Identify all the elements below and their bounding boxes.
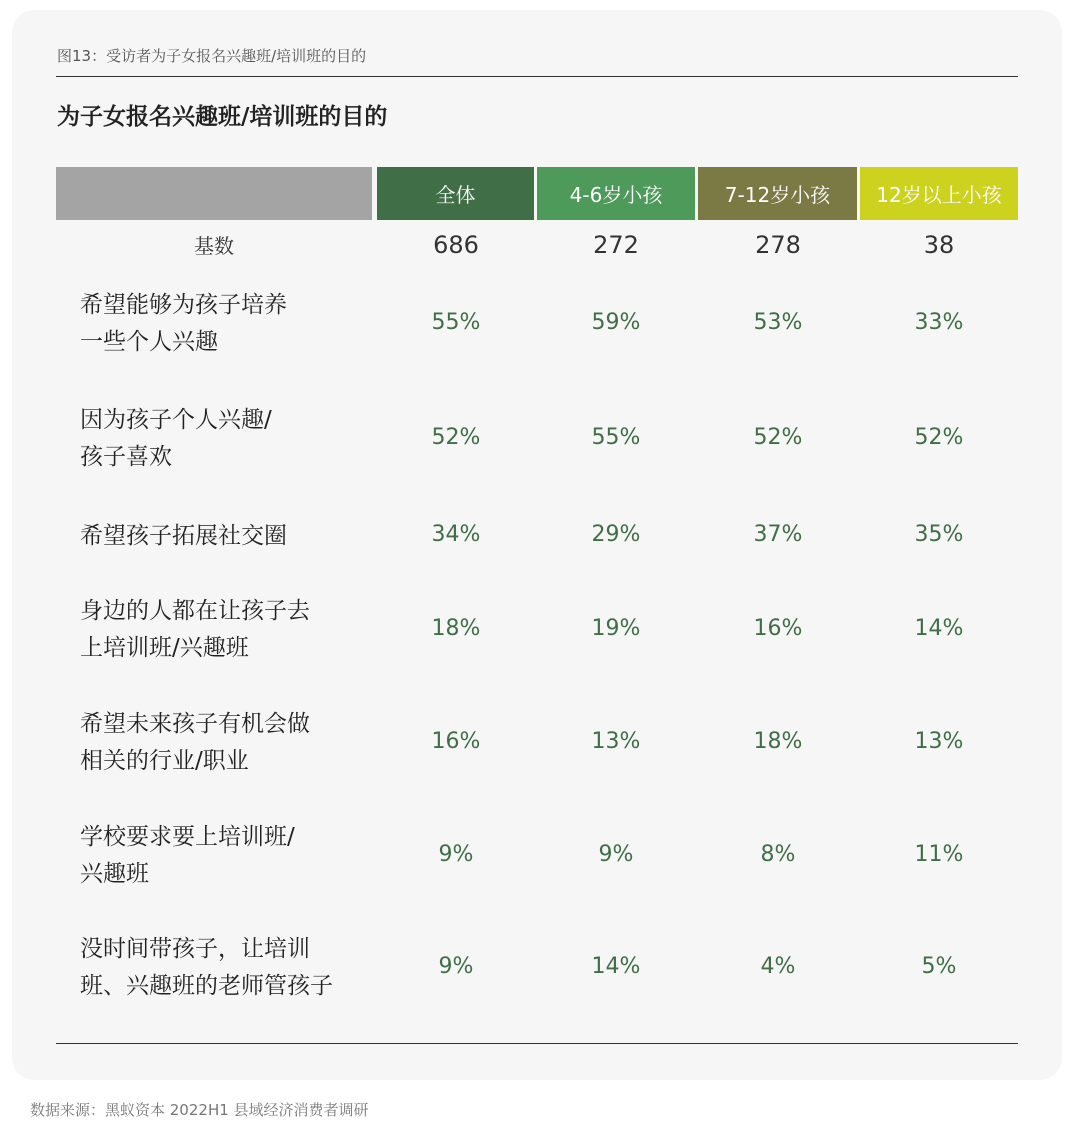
value-cell-7-12: 18% [753, 729, 803, 754]
value-cell-7-12: 4% [760, 954, 796, 979]
value-cell-12-plus: 14% [914, 616, 964, 641]
value-cell-12-plus: 33% [914, 310, 964, 335]
value-cell-7-12: 16% [753, 616, 803, 641]
column-header-12-plus: 12岁以上小孩 [860, 167, 1018, 220]
base-value-7-12: 278 [755, 231, 801, 259]
value-cell-all: 9% [438, 954, 474, 979]
value-cell-12-plus: 52% [914, 425, 964, 450]
value-cell-all: 55% [431, 310, 481, 335]
row-label-line: 班、兴趣班的老师管孩子 [80, 973, 333, 999]
value-cell-all: 34% [431, 522, 481, 547]
row-label-line: 兴趣班 [80, 861, 149, 887]
header-blank-cell [56, 167, 372, 220]
row-label [80, 518, 370, 555]
column-header-4-6: 4-6岁小孩 [537, 167, 695, 220]
value-cell-4-6: 14% [591, 954, 641, 979]
bottom-rule [56, 1043, 1018, 1044]
row-label-line: 上培训班/兴趣班 [80, 635, 249, 661]
row-label [80, 706, 370, 780]
value-cell-12-plus: 13% [914, 729, 964, 754]
row-label-line: 因为孩子个人兴趣/ [80, 407, 272, 433]
row-label [80, 819, 370, 893]
figure-caption: 图13：受访者为子女报名兴趣班/培训班的目的 [57, 47, 367, 65]
row-label [80, 931, 370, 1005]
top-rule [56, 76, 1018, 77]
table-title: 为子女报名兴趣班/培训班的目的 [57, 104, 388, 130]
value-cell-12-plus: 35% [914, 522, 964, 547]
row-label [80, 287, 370, 361]
row-label-line: 没时间带孩子，让培训 [80, 936, 310, 962]
value-cell-4-6: 59% [591, 310, 641, 335]
row-label-line: 希望能够为孩子培养 [80, 292, 287, 318]
base-value-all: 686 [433, 231, 479, 259]
value-cell-4-6: 9% [598, 842, 634, 867]
value-cell-all: 18% [431, 616, 481, 641]
value-cell-all: 9% [438, 842, 474, 867]
value-cell-7-12: 8% [760, 842, 796, 867]
value-cell-7-12: 37% [753, 522, 803, 547]
row-label-line: 希望孩子拓展社交圈 [80, 522, 287, 549]
row-label-line: 身边的人都在让孩子去 [80, 598, 310, 624]
row-label-line: 一些个人兴趣 [80, 329, 218, 355]
base-value-4-6: 272 [593, 231, 639, 259]
value-cell-12-plus: 11% [914, 842, 964, 867]
value-cell-all: 16% [431, 729, 481, 754]
value-cell-7-12: 53% [753, 310, 803, 335]
row-label [80, 402, 370, 476]
value-cell-4-6: 55% [591, 425, 641, 450]
value-cell-12-plus: 5% [921, 954, 957, 979]
value-cell-4-6: 19% [591, 616, 641, 641]
value-cell-all: 52% [431, 425, 481, 450]
row-label [80, 593, 370, 667]
row-label-line: 孩子喜欢 [80, 444, 172, 470]
value-cell-4-6: 13% [591, 729, 641, 754]
base-value-12-plus: 38 [923, 231, 955, 259]
value-cell-4-6: 29% [591, 522, 641, 547]
row-label-line: 希望未来孩子有机会做 [80, 711, 310, 737]
base-label: 基数 [194, 234, 234, 258]
row-label-line: 学校要求要上培训班/ [80, 824, 295, 850]
value-cell-7-12: 52% [753, 425, 803, 450]
row-label-line: 相关的行业/职业 [80, 748, 249, 774]
data-source: 数据来源：黑蚁资本 2022H1 县域经济消费者调研 [30, 1101, 369, 1119]
column-header-all: 全体 [377, 167, 534, 220]
column-header-7-12: 7-12岁小孩 [698, 167, 857, 220]
